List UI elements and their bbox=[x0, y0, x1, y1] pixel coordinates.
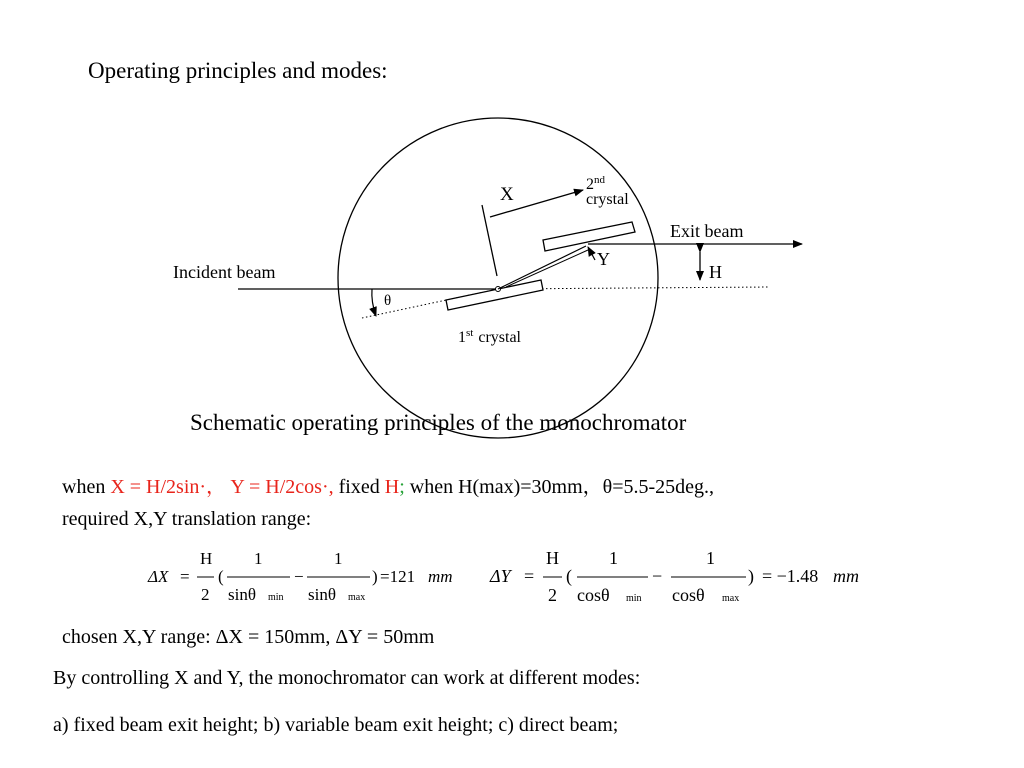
label-y: Y bbox=[597, 249, 610, 269]
fixed-h: H bbox=[384, 476, 400, 498]
range-condition: when H(max)=30mm，θ=5.5-25deg., bbox=[404, 476, 715, 498]
svg-text:): ) bbox=[372, 567, 378, 586]
controlling-text: By controlling X and Y, the monochromator can work at different modes: bbox=[53, 667, 641, 689]
svg-text:−: − bbox=[294, 567, 304, 586]
fixed-text: fixed bbox=[333, 476, 385, 498]
svg-text:=: = bbox=[524, 566, 535, 586]
svg-text:ΔX: ΔX bbox=[148, 567, 169, 586]
svg-text:max: max bbox=[348, 592, 366, 603]
label-incident-beam: Incident beam bbox=[173, 262, 276, 282]
svg-text:ΔY: ΔY bbox=[490, 566, 511, 586]
svg-text:=121: =121 bbox=[380, 567, 416, 586]
svg-text:(: ( bbox=[566, 566, 572, 586]
x-formula: X = H/2sin·， bbox=[110, 476, 227, 498]
svg-text:): ) bbox=[748, 566, 754, 586]
chosen-range-text: chosen X,Y range: ΔX = 150mm, ΔY = 50mm bbox=[62, 626, 435, 648]
label-h: H bbox=[709, 262, 722, 282]
svg-text:max: max bbox=[722, 593, 740, 604]
svg-text:2: 2 bbox=[201, 585, 210, 604]
y-formula: Y = H/2cos·, bbox=[230, 476, 334, 498]
svg-text:1: 1 bbox=[254, 549, 263, 568]
y-arrow bbox=[588, 247, 595, 260]
svg-text:H: H bbox=[200, 549, 213, 568]
semicolon: ; bbox=[399, 476, 405, 498]
label-second-crystal: 2nd bbox=[586, 174, 605, 193]
svg-text:min: min bbox=[268, 592, 284, 603]
label-first-crystal: 1st crystal bbox=[458, 327, 521, 346]
equation-delta-y bbox=[489, 548, 859, 605]
svg-text:= −1.48: = −1.48 bbox=[762, 566, 819, 586]
svg-text:cosθ: cosθ bbox=[577, 585, 610, 605]
svg-text:(: ( bbox=[218, 567, 224, 586]
diagram-caption: Schematic operating principles of the monochromator bbox=[190, 410, 687, 435]
modes-list-text: a) fixed beam exit height; b) variable beam exit height; c) direct beam; bbox=[53, 714, 619, 736]
formula-condition-line bbox=[62, 470, 714, 499]
svg-text:=: = bbox=[180, 567, 190, 586]
page-title: Operating principles and modes: bbox=[88, 58, 388, 83]
svg-text:1: 1 bbox=[609, 548, 618, 568]
svg-text:2: 2 bbox=[548, 585, 557, 605]
svg-text:sinθ: sinθ bbox=[308, 585, 336, 604]
label-second-crystal-word: crystal bbox=[586, 191, 629, 208]
label-x: X bbox=[500, 184, 514, 205]
first-crystal bbox=[446, 280, 543, 310]
when-text: when bbox=[62, 476, 111, 498]
svg-text:mm: mm bbox=[428, 567, 453, 586]
reflected-beam-2 bbox=[506, 250, 588, 287]
required-range-text: required X,Y translation range: bbox=[62, 508, 312, 530]
label-exit-beam: Exit beam bbox=[670, 221, 744, 241]
svg-text:1: 1 bbox=[706, 548, 715, 568]
theta-arc bbox=[372, 289, 376, 316]
chamber-circle bbox=[338, 118, 658, 438]
svg-text:cosθ: cosθ bbox=[672, 585, 705, 605]
svg-text:min: min bbox=[626, 593, 642, 604]
second-crystal bbox=[543, 222, 635, 251]
equation-delta-x bbox=[147, 549, 453, 604]
svg-text:H: H bbox=[546, 548, 559, 568]
svg-text:mm: mm bbox=[833, 566, 859, 586]
svg-text:−: − bbox=[652, 566, 663, 586]
label-theta: θ bbox=[384, 293, 392, 309]
svg-text:sinθ: sinθ bbox=[228, 585, 256, 604]
svg-text:1: 1 bbox=[334, 549, 343, 568]
